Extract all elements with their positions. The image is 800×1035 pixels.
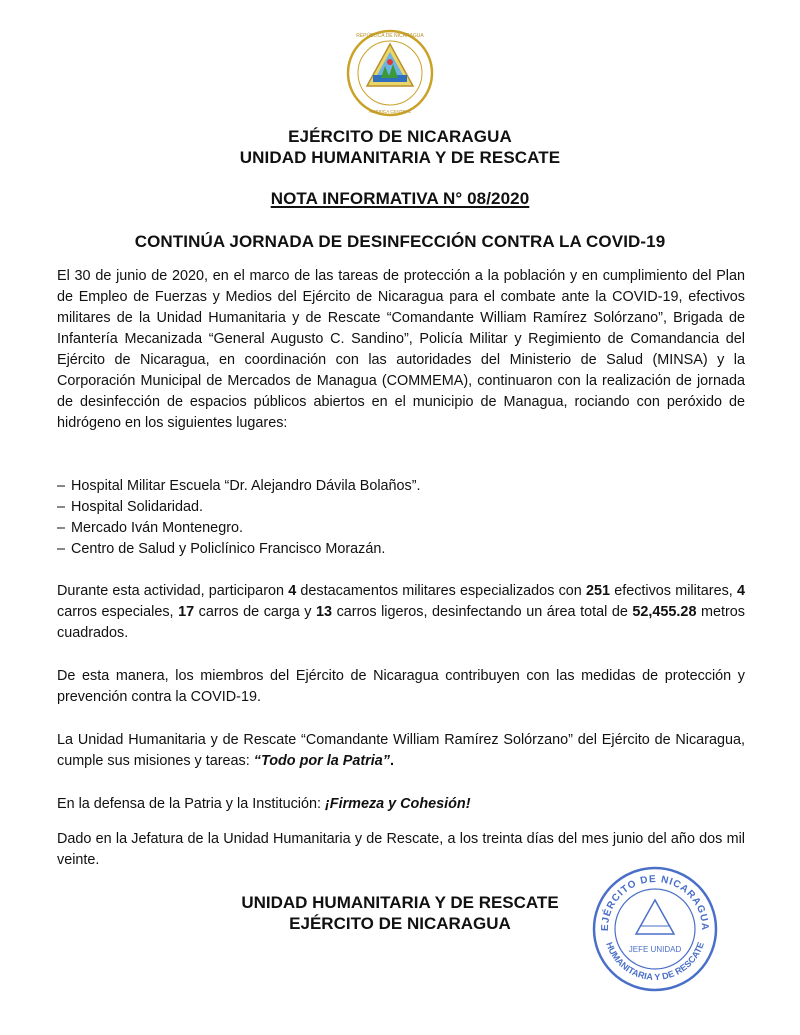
paragraph-dated: Dado en la Jefatura de la Unidad Humanitaria y de Rescate, a los treinta días del mes junio del año dos mil veinte. [57,831,745,868]
paragraph-defense: En la defensa de la Patria y la Institución: ¡Firmeza y Cohesión! [57,796,471,812]
motto-text: “Todo por la Patria” [253,753,390,769]
list-item: – Hospital Militar Escuela “Dr. Alejandro Dávila Bolaños”. [57,478,421,494]
list-item: – Mercado Iván Montenegro. [57,520,243,536]
nicaragua-coat-of-arms-icon [345,28,435,118]
svg-text:AMÉRICA CENTRAL: AMÉRICA CENTRAL [368,109,412,114]
paragraph-activity: Durante esta actividad, participaron 4 destacamentos militares especializados con 251 efectivos militares, 4 carros especiales, 17 carros de carga y 13 carros ligeros, desinfectando un área total de 52,455.28 metros cuadrados. [57,583,745,641]
motto-text: ¡Firmeza y Cohesión! [324,796,471,812]
header-line-1: EJÉRCITO DE NICARAGUA [288,127,512,146]
list-item: – Hospital Solidaridad. [57,499,203,515]
footer-line-2: EJÉRCITO DE NICARAGUA [289,914,511,933]
svg-text:REPÚBLICA DE NICARAGUA: REPÚBLICA DE NICARAGUA [356,33,424,39]
paragraph-contribution: De esta manera, los miembros del Ejército de Nicaragua contribuyen con las medidas de protección y prevención contra la COVID-19. [57,668,745,705]
locations-list [57,476,745,560]
header-line-2: UNIDAD HUMANITARIA Y DE RESCATE [239,148,561,167]
paragraph-intro: El 30 de junio de 2020, en el marco de las tareas de protección a la población y en cumplimiento del Plan de Empleo de Fuerzas y Medios del Ejército de Nicaragua para el combate ante la COVID-19, efectivos militares de la Unidad Humanitaria y de Rescate “Comandante William Ramírez Solórzano”, Brigada de Infantería Mecanizada “General Augusto C. Sandino”, Policía Militar y Regimiento de Comandancia del Ejército de Nicaragua, en coordinación con las autoridades del Ministerio de Salud (MINSA) y la Corporación Municipal de Mercados de Managua (COMMEMA), continuaron con la realización de jornada de desinfección de espacios públicos abiertos en el municipio de Managua, rociando con peróxido de hidrógeno en los siguientes lugares: [57,268,745,431]
svg-text:EJÉRCITO DE NICARAGUA: EJÉRCITO DE NICARAGUA [599,873,711,932]
list-item: – Centro de Salud y Policlínico Francisco Morazán. [57,541,386,557]
footer-line-1: UNIDAD HUMANITARIA Y DE RESCATE [241,893,559,912]
paragraph-mission: La Unidad Humanitaria y de Rescate “Comandante William Ramírez Solórzano” del Ejército de Nicaragua, cumple sus misiones y tareas: “Todo por la Patria”. [57,732,745,769]
official-stamp-icon [590,864,720,994]
svg-text:JEFE UNIDAD: JEFE UNIDAD [628,945,682,954]
note-number-title: NOTA INFORMATIVA N° 08/2020 [270,189,530,208]
document-title: CONTINÚA JORNADA DE DESINFECCIÓN CONTRA LA COVID-19 [134,232,666,251]
svg-text:HUMANITARIA Y DE RESCATE: HUMANITARIA Y DE RESCATE [604,940,706,983]
